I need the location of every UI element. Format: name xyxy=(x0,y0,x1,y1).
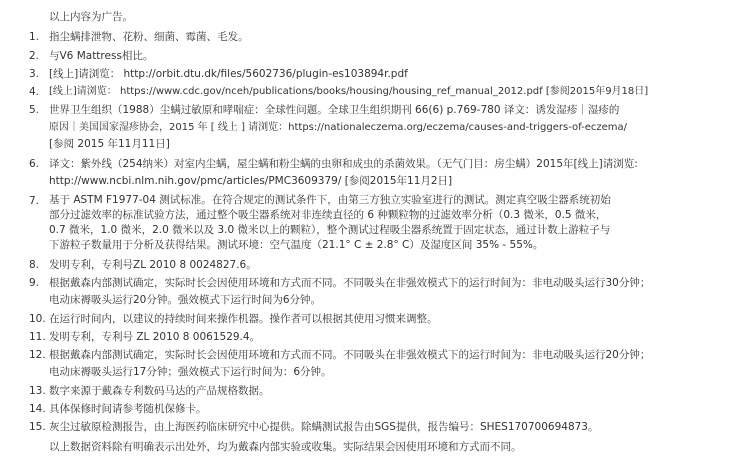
footnote-line: 电动床褥吸头运行20分钟。强效模式下运行时间为6分钟。 xyxy=(49,294,322,306)
footnote-number: 11. xyxy=(29,331,46,343)
footnote-line: [参阅 2015 年11月11日] xyxy=(49,138,170,150)
footnote-text xyxy=(49,257,257,273)
footnote-line: 发明专利，专利号 ZL 2010 8 0061529.4。 xyxy=(49,331,261,343)
footnote-line: [线上]请浏览： http://orbit.dtu.dk/files/5602736/plugin-es103894r.pdf xyxy=(49,68,408,80)
footnote-number: 14. xyxy=(29,403,46,415)
footnote-line: 发明专利，专利号ZL 2010 8 0024827.6。 xyxy=(49,259,257,271)
footnote-text xyxy=(49,193,611,253)
footnote-number: 7. xyxy=(29,195,40,207)
footnote-number: 8. xyxy=(29,259,40,271)
footnote-text xyxy=(49,66,408,82)
footnote-text xyxy=(49,156,638,190)
footnote-line: 灰尘过敏原检测报告，由上海医药临床研究中心提供。除螨测试报告由SGS提供，报告编号：SHES170700694873。 xyxy=(49,421,599,433)
footnote-line: 根据戴森内部测试确定，实际时长会因使用环境和方式而不同。不同吸头在非强效模式下的运行时间为：非电动吸头运行30分钟； xyxy=(49,277,651,289)
footnote-line: 原因｜美国国家湿疹协会，2015 年 [ 线上 ] 请浏览：https://nationaleczema.org/eczema/causes-and-triggers-of-eczema/ xyxy=(49,122,628,133)
footnote-line: http://www.ncbi.nlm.nih.gov/pmc/articles/PMC3609379/ [参阅2015年11月2日] xyxy=(49,175,453,187)
footnote-text xyxy=(49,311,438,327)
footnote-number: 1. xyxy=(29,31,40,43)
footnote-line: 与V6 Mattress相比。 xyxy=(49,50,154,62)
footnote-text xyxy=(49,401,207,417)
footnote-text xyxy=(49,275,650,309)
footnote-line: 数字来源于戴森专利数码马达的产品规格数据。 xyxy=(49,385,270,397)
footnote-line: 基于 ASTM F1977-04 测试标准。在符合规定的测试条件下，由第三方独立实验室进行的测试。测定真空吸尘器系统初始 xyxy=(49,194,611,206)
footnote-text xyxy=(49,329,260,345)
footnote-number: 3. xyxy=(29,68,40,80)
footnote-number: 2. xyxy=(29,50,40,62)
footnote-line: 世界卫生组织（1988）尘螨过敏原和哮喘症：全球性问题。全球卫生组织期刊 66(6) p.769-780 译文：诱发湿疹｜湿疹的 xyxy=(49,104,620,116)
footnote-line: 0.7 微米，1.0 微米，2.0 微米以及 3.0 微米以上的颗粒），整个测试过程吸尘器系统置于固定状态，通过计数上游粒子与 xyxy=(49,224,611,236)
footnote-line: 译文：紫外线（254纳米）对室内尘螨，屋尘螨和粉尘螨的虫卵和成虫的杀菌效果。（无气门目：房尘螨）2015年[线上]请浏览: xyxy=(49,158,638,170)
footnote-text xyxy=(49,102,627,153)
footnote-number: 15. xyxy=(29,421,46,433)
footnote-number: 6. xyxy=(29,158,40,170)
footnote-line: [线上]请浏览： https://www.cdc.gov/nceh/publications/books/housing/housing_ref_manual_2012.pdf [参阅2015年9月18日] xyxy=(49,86,649,97)
footnote-text xyxy=(49,48,153,64)
ad-notice: 以上内容为广告。 xyxy=(49,11,133,23)
footnote-text xyxy=(49,419,599,435)
footnote-line: 根据戴森内部测试确定，实际时长会因使用环境和方式而不同。不同吸头在非强效模式下的运行时间为：非电动吸头运行20分钟； xyxy=(49,349,651,361)
footnote-line: 电动床褥吸头运行17分钟；强效模式下运行时间为：6分钟。 xyxy=(49,366,332,378)
footnote-line: 部分过滤效率的标准试验方法，通过整个吸尘器系统对非连续直径的 6 种颗粒物的过滤效率分析（0.3 微米，0.5 微米， xyxy=(49,209,607,221)
footnote-text xyxy=(49,383,270,399)
footnote-number: 13. xyxy=(29,385,46,397)
footnote-line: 具体保修时间请参考随机保修卡。 xyxy=(49,403,207,415)
footnote-number: 12. xyxy=(29,349,46,361)
footnote-line: 指尘螨排泄物、花粉、细菌、霉菌、毛发。 xyxy=(49,31,249,43)
footnote-text xyxy=(49,84,648,100)
footnote-text xyxy=(49,347,650,381)
footnote-number: 4. xyxy=(29,86,40,98)
disclaimer-footer: 以上数据资料除有明确表示出处外，均为戴森内部实验或收集。实际结果会因使用环境和方式而不同。 xyxy=(49,441,522,453)
footnote-number: 9. xyxy=(29,277,40,289)
footnote-line: 在运行时间内，以建议的持续时间来操作机器。操作者可以根据其使用习惯来调整。 xyxy=(49,313,438,325)
footnote-number: 5. xyxy=(29,104,40,116)
footnote-number: 10. xyxy=(29,313,46,325)
footnote-line: 下游粒子数量用于分析及获得结果。测试环境：空气温度（21.1° C ± 2.8° C）及湿度区间 35% - 55%。 xyxy=(49,239,544,251)
footnote-text xyxy=(49,29,249,45)
